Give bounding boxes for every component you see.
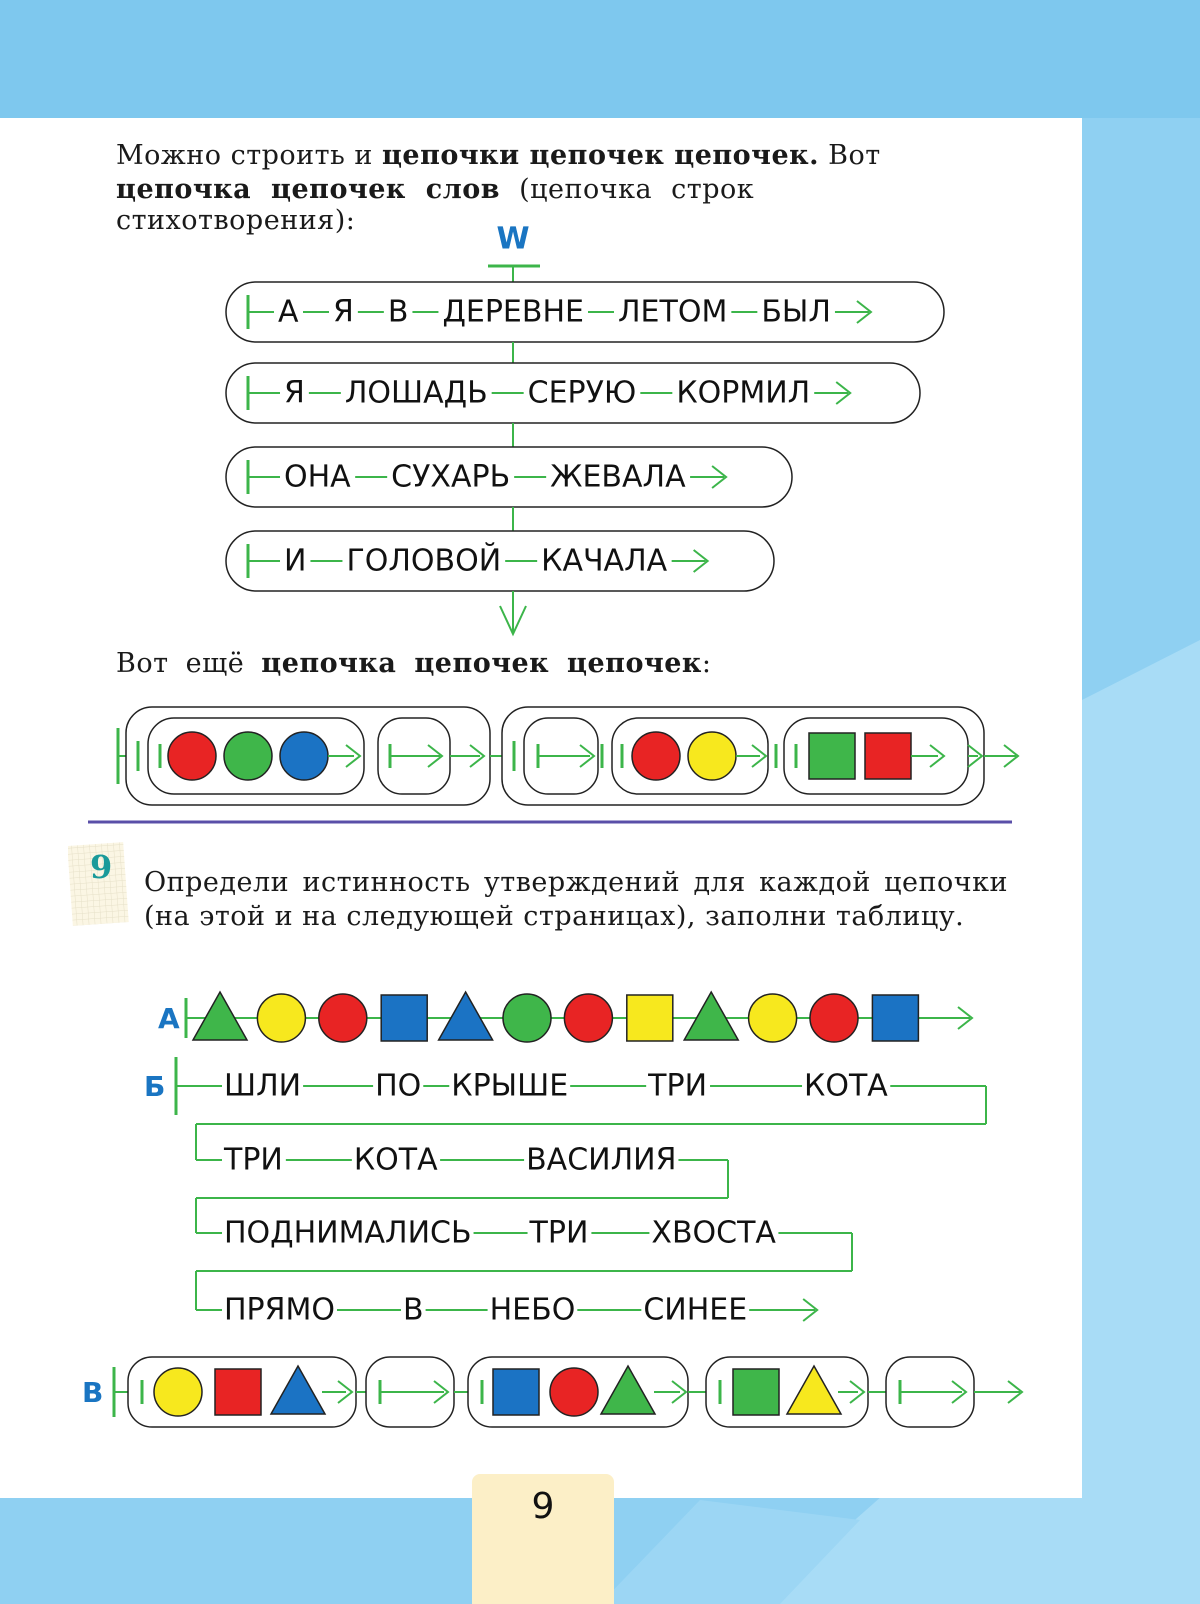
- poem-word: ДЕРЕВНЕ: [442, 294, 584, 330]
- chain-b-word: КРЫШЕ: [451, 1068, 569, 1104]
- chain-a-shape: [627, 995, 673, 1041]
- example2-text: Вот ещё цепочка цепочек цепочек:: [116, 648, 712, 679]
- chain-a-label: А: [158, 1002, 180, 1035]
- chain-b-word: ПОДНИМАЛИСЬ: [224, 1215, 472, 1251]
- chain-b-word: ПО: [375, 1068, 422, 1104]
- chain-b-label: Б: [144, 1070, 166, 1103]
- poem-word: ЛЕТОМ: [618, 294, 728, 330]
- poem-word: И: [284, 543, 307, 579]
- chain-b-word: КОТА: [804, 1068, 888, 1104]
- chain-v-shape: [493, 1369, 539, 1415]
- chain-b-word: КОТА: [353, 1142, 438, 1178]
- chain-a-shape: [319, 994, 367, 1042]
- poem-word: КОРМИЛ: [676, 375, 811, 411]
- chain-v-shape: [733, 1369, 779, 1415]
- chain-a-shape: [381, 995, 427, 1041]
- chain-b-word: ТРИ: [529, 1215, 589, 1251]
- chain-shape: [168, 732, 216, 780]
- poem-word: ГОЛОВОЙ: [346, 543, 502, 579]
- poem-word: Я: [333, 294, 354, 330]
- chain-a-shape: [193, 992, 247, 1040]
- chain-a-shape: [503, 994, 551, 1042]
- chain-b-word: ПРЯМО: [224, 1292, 335, 1328]
- chain-b-word: СИНЕЕ: [643, 1292, 748, 1328]
- poem-word: В: [387, 294, 409, 330]
- chain-b-word: ХВОСТА: [651, 1215, 776, 1251]
- poem-word: СЕРУЮ: [527, 375, 637, 411]
- chain-a-shape: [257, 994, 305, 1042]
- poem-word: ЖЕВАЛА: [550, 459, 686, 495]
- chain-v-shape: [215, 1369, 261, 1415]
- chain-v-shape: [787, 1366, 841, 1414]
- task-number-icon: [68, 840, 130, 926]
- chain-a-shape: [810, 994, 858, 1042]
- chain-b-word: В: [403, 1292, 424, 1328]
- chain-a-shape: [564, 994, 612, 1042]
- chain-v-shape: [271, 1366, 325, 1414]
- chain-shape: [632, 732, 680, 780]
- chain-a-shape: [439, 992, 493, 1040]
- poem-word: А: [278, 294, 299, 330]
- chain-b-word: НЕБО: [489, 1292, 576, 1328]
- poem-word: ОНА: [284, 459, 351, 495]
- page-number: 9: [472, 1474, 614, 1604]
- chain-shape: [688, 732, 736, 780]
- intro-line-2: цепочка цепочек слов (цепочка строк стихотворения):: [116, 174, 755, 236]
- chain-shape: [280, 732, 328, 780]
- poem-word: СУХАРЬ: [391, 459, 511, 495]
- chain-shape: [224, 732, 272, 780]
- poem-word: КАЧАЛА: [541, 543, 668, 579]
- chain-v-label: В: [82, 1376, 104, 1409]
- poem-word: БЫЛ: [761, 294, 831, 330]
- chain-v-shape: [550, 1368, 598, 1416]
- chain-b-word: ТРИ: [648, 1068, 708, 1104]
- intro-line-1: Можно строить и цепочки цепочек цепочек. Вот: [116, 140, 881, 171]
- chain-b-word: ВАСИЛИЯ: [526, 1142, 677, 1178]
- chain-shape: [865, 733, 911, 779]
- chain-a-shape: [749, 994, 797, 1042]
- chain-v-shape: [601, 1366, 655, 1414]
- chain-b-word: ШЛИ: [224, 1068, 302, 1104]
- chain-a-shape: [684, 992, 738, 1040]
- chain-v-shape: [154, 1368, 202, 1416]
- chain-shape: [809, 733, 855, 779]
- task-text: Определи истинность утверждений для каждой цепочки (на этой и на следующей страницах), заполни таблицу.: [144, 867, 1008, 932]
- poem-label: W: [496, 221, 530, 257]
- task-number: 9: [90, 848, 113, 886]
- chain-b-word: ТРИ: [224, 1142, 283, 1178]
- poem-word: ЛОШАДЬ: [344, 375, 488, 411]
- chain-a-shape: [872, 995, 918, 1041]
- poem-word: Я: [284, 375, 305, 411]
